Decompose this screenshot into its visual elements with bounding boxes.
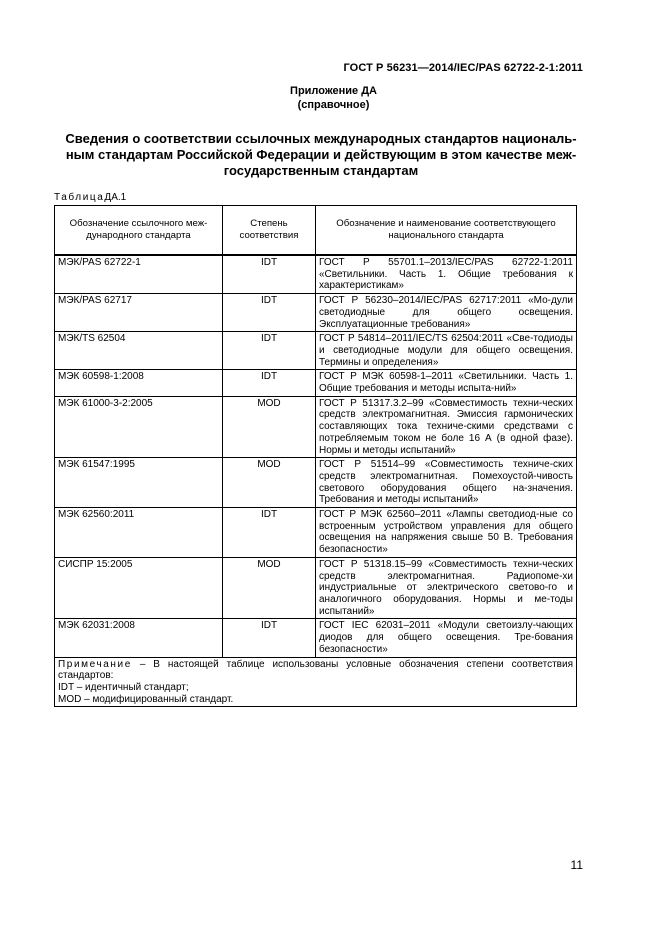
cell-degree: IDT xyxy=(223,508,316,558)
cell-international-standard: МЭК 60598-1:2008 xyxy=(55,370,223,396)
cell-international-standard: МЭК/TS 62504 xyxy=(55,332,223,370)
cell-degree: IDT xyxy=(223,294,316,332)
cell-international-standard: СИСПР 15:2005 xyxy=(55,557,223,619)
correspondence-table xyxy=(54,205,577,707)
table-label-number: ДА.1 xyxy=(104,192,127,203)
cell-degree: MOD xyxy=(223,557,316,619)
cell-degree: IDT xyxy=(223,332,316,370)
table-row xyxy=(55,294,577,332)
table-row xyxy=(55,396,577,458)
table-row xyxy=(55,332,577,370)
cell-national-standard: ГОСТ Р МЭК 60598-1–2011 «Светильники. Часть 1. Общие требования и методы испыта-ний» xyxy=(316,370,577,396)
cell-national-standard: ГОСТ Р МЭК 62560–2011 «Лампы светодиод-ные со встроенным устройством управления для общего освещения на напряжения свыше 50 В. Требования безопасности» xyxy=(316,508,577,558)
table-label-word: Таблица xyxy=(54,192,105,203)
cell-degree: MOD xyxy=(223,396,316,458)
document-header: ГОСТ Р 56231—2014/IEC/PAS 62722-2-1:2011 xyxy=(343,62,583,74)
cell-national-standard: ГОСТ Р 54814–2011/IEC/TS 62504:2011 «Све-тодиоды и светодиодные модули для общего освещения. Термины и определения» xyxy=(316,332,577,370)
cell-degree: IDT xyxy=(223,255,316,294)
cell-degree: IDT xyxy=(223,619,316,657)
appendix-heading xyxy=(0,84,661,112)
header-international-standard: Обозначение ссылочного меж-дународного стандарта xyxy=(55,206,223,256)
cell-international-standard: МЭК/PAS 62722-1 xyxy=(55,255,223,294)
cell-international-standard: МЭК 62560:2011 xyxy=(55,508,223,558)
table-note xyxy=(55,657,577,707)
section-title: Сведения о соответствии ссылочных международных стандартов националь-ным стандартам Российской Федерации и действующим в этом качестве меж-государственным стандартам xyxy=(65,131,577,178)
appendix-subtitle: (справочное) xyxy=(297,99,370,111)
cell-degree: IDT xyxy=(223,370,316,396)
note-idt: IDT – идентичный стандарт; xyxy=(58,681,189,693)
cell-degree: MOD xyxy=(223,458,316,508)
header-degree: Степень соответствия xyxy=(223,206,316,256)
note-word: Примечание xyxy=(58,658,132,670)
cell-international-standard: МЭК 61547:1995 xyxy=(55,458,223,508)
header-national-standard: Обозначение и наименование соответствующего национального стандарта xyxy=(316,206,577,256)
cell-national-standard: ГОСТ Р 51318.15–99 «Совместимость техни-ческих средств электромагнитная. Радиопоме-хи индустриальные от электрического светово-го и аналогичного оборудования. Нормы и ме-тоды испытаний» xyxy=(316,557,577,619)
table-row xyxy=(55,557,577,619)
cell-national-standard: ГОСТ Р 56230–2014/IEC/PAS 62717:2011 «Мо-дули светодиодные для общего освещения. Эксплуатационные требования» xyxy=(316,294,577,332)
cell-international-standard: МЭК 61000-3-2:2005 xyxy=(55,396,223,458)
page-number: 11 xyxy=(570,858,583,872)
table-header-row xyxy=(55,206,577,256)
table-label xyxy=(54,192,126,203)
table-row xyxy=(55,619,577,657)
cell-national-standard: ГОСТ Р 51514–99 «Совместимость техниче-ских средств электромагнитная. Помехоустой-чивость светового оборудования общего на-значения. Требования и методы испытаний» xyxy=(316,458,577,508)
appendix-title: Приложение ДА xyxy=(290,85,377,97)
table-row xyxy=(55,508,577,558)
cell-national-standard: ГОСТ Р 51317.3.2–99 «Совместимость техни-ческих средств электромагнитная. Эмиссия гармонических составляющих тока техниче-скими средствами с потребляемым током не боле 16 А (в одной фазе). Нормы и методы испытаний» xyxy=(316,396,577,458)
cell-international-standard: МЭК 62031:2008 xyxy=(55,619,223,657)
table-row xyxy=(55,458,577,508)
cell-national-standard: ГОСТ Р 55701.1–2013/IEC/PAS 62722-1:2011 «Светильники. Часть 1. Общие требования к характеристикам» xyxy=(316,255,577,294)
note-text: – В настоящей таблице использованы условные обозначения степени соответствия стандартов: xyxy=(58,658,573,682)
cell-national-standard: ГОСТ IEC 62031–2011 «Модули светоизлу-чающих диодов для общего освещения. Тре-бования безопасности» xyxy=(316,619,577,657)
table-row xyxy=(55,370,577,396)
cell-international-standard: МЭК/PAS 62717 xyxy=(55,294,223,332)
table-note-row xyxy=(55,657,577,707)
note-mod: MOD – модифицированный стандарт. xyxy=(58,693,234,705)
table-row xyxy=(55,255,577,294)
